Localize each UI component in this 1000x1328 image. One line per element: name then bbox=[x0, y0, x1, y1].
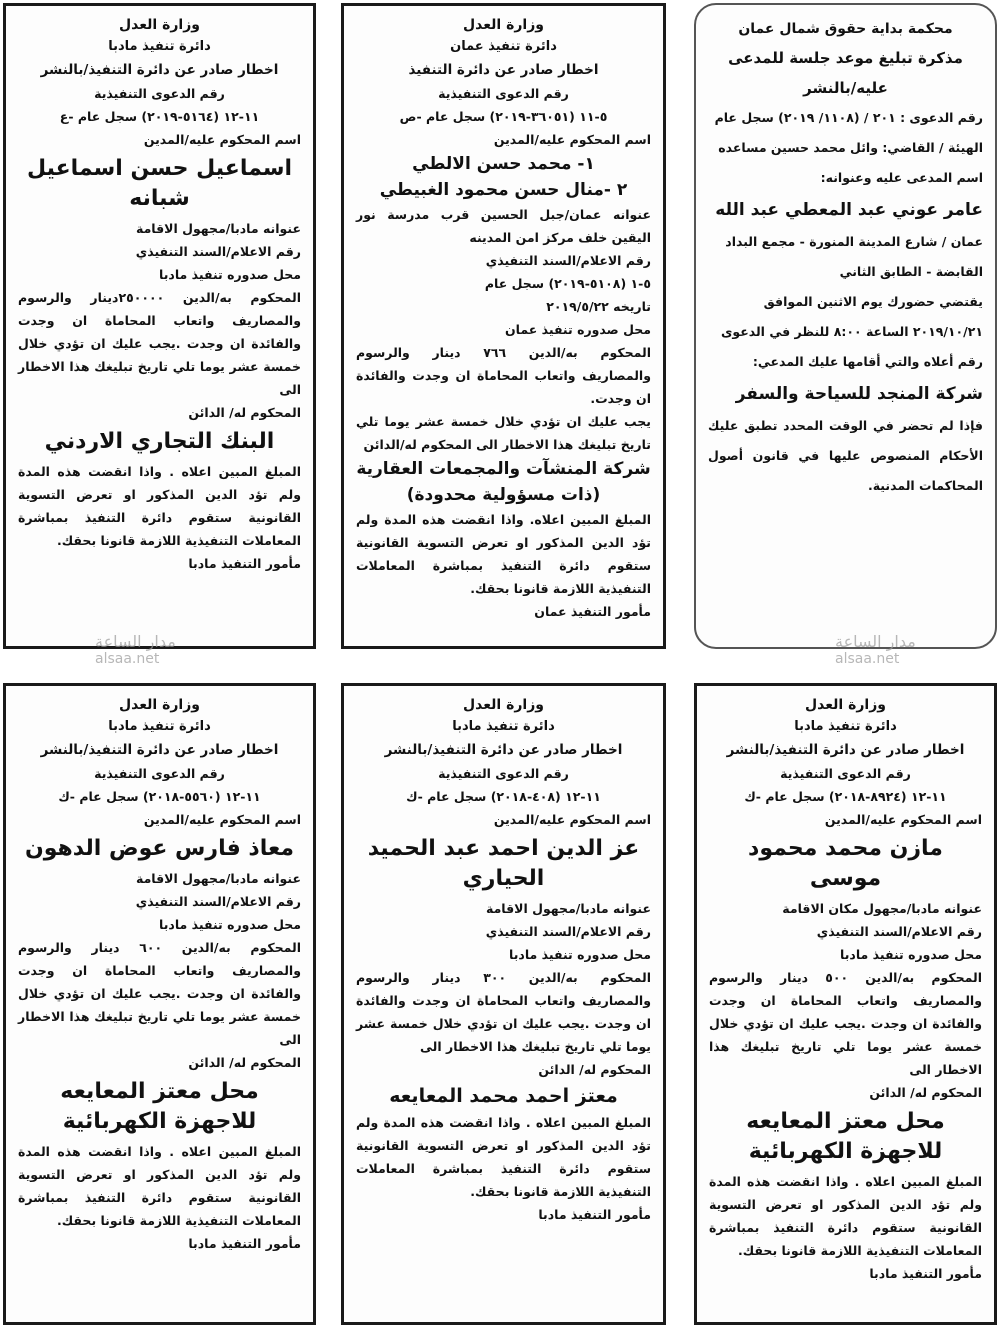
notice-madaba-408 bbox=[341, 683, 666, 1325]
officer-signature: مأمور التنفيذ عمان bbox=[534, 604, 651, 619]
amount-text: المحكوم به/الدين ٣٠٠ دينار والرسوم والمصاريف واتعاب المحاماة ان وجدت والفائدة ان وجدت .يجب عليك ان تؤدي خلال خمسة عشر يوما تلي تاريخ تبليغك هذا الاخطار الى bbox=[356, 970, 651, 1054]
issue-place: محل صدوره تنفيذ مادبا bbox=[159, 917, 301, 932]
plaintiff-name: شركة المنجد للسياحة والسفر bbox=[735, 384, 983, 404]
document-label: رقم الاعلام/السند التنفيذي bbox=[485, 924, 651, 939]
creditor-label: المحكوم له/ الدائن bbox=[538, 1062, 651, 1077]
closing-text: المبلغ المبين اعلاه . واذا انقضت هذه المدة ولم تؤد الدين المذكور او تعرض التسوية القانونية ستقوم دائرة التنفيذ بمباشرة المعاملات التنفيذية اللازمة قانونا بحقك. bbox=[18, 1144, 301, 1228]
notice-title: اخطار صادر عن دائرة التنفيذ/بالنشر bbox=[384, 742, 623, 758]
debtor-label: اسم المحكوم عليه/المدين bbox=[143, 132, 301, 147]
creditor-name: معتز احمد محمد المعايعه bbox=[389, 1085, 618, 1107]
defendant-label: اسم المدعى عليه وعنوانه: bbox=[820, 170, 983, 185]
ministry-title: وزارة العدل bbox=[805, 697, 886, 713]
debtor-label: اسم المحكوم عليه/المدين bbox=[493, 812, 651, 827]
case-number: ١١-١٢ (٤٠٨-٢٠١٨) سجل عام -ك bbox=[406, 789, 601, 804]
case-number: ١١-١٢ (٥١٦٤-٢٠١٩) سجل عام -ع bbox=[59, 109, 260, 124]
summons-title-cont: عليه/بالنشر bbox=[803, 79, 888, 97]
notice-amman-36051 bbox=[341, 3, 666, 649]
amount-text: المحكوم به/الدين ٥٠٠ دينار والرسوم والمصاريف واتعاب المحاماة ان وجدت والفائدة ان وجدت .يجب عليك ان تؤدي خلال خمسة عشر يوما تلي تاريخ تبليغك هذا الاخطار الى bbox=[709, 970, 982, 1077]
case-number: ١١-١٢ (٥٥٦٠-٢٠١٨) سجل عام -ك bbox=[58, 789, 261, 804]
case-label: رقم الدعوى التنفيذية bbox=[94, 86, 225, 101]
debtor-address: عنوانه مادبا/مجهول الاقامة bbox=[485, 901, 651, 916]
debtor-address: عنوانه عمان/جبل الحسين قرب مدرسة نور اليقين خلف مركز امن المدينه bbox=[356, 207, 651, 245]
notice-title: اخطار صادر عن دائرة التنفيذ bbox=[408, 62, 599, 78]
debtor-address: عنوانه مادبا/مجهول الاقامة bbox=[135, 221, 301, 236]
warning-text: فإذا لم تحضر في الوقت المحدد تطبق عليك الأحكام المنصوص عليها في قانون أصول المحاكمات المدنية. bbox=[708, 418, 983, 493]
ministry-title: وزارة العدل bbox=[119, 697, 200, 713]
creditor-name: محل معتز المعايعه للاجهزة الكهربائية bbox=[746, 1109, 945, 1164]
document-label: رقم الاعلام/السند التنفيذي bbox=[135, 894, 301, 909]
closing-text: المبلغ المبين اعلاه . واذا انقضت هذه المدة ولم تؤد الدين المذكور او تعرض التسوية القانونية ستقوم دائرة التنفيذ بمباشرة المعاملات التنفيذية اللازمة قانونا بحقك. bbox=[18, 464, 301, 548]
summons-text: يقتضي حضورك يوم الاثنين الموافق bbox=[763, 294, 983, 309]
ministry-title: وزارة العدل bbox=[463, 697, 544, 713]
watermark-left: مدار الساعة alsaa.net bbox=[95, 632, 176, 667]
issue-place: محل صدوره تنفيذ عمان bbox=[504, 322, 651, 337]
amount-text: المحكوم به/الدين ٦٠٠ دينار والرسوم والمصاريف واتعاب المحاماة ان وجدت والفائدة ان وجدت .يجب عليك ان تؤدي خلال خمسة عشر يوما تلي تاريخ تبليغك هذا الاخطار الى bbox=[18, 940, 301, 1047]
case-number: رقم الدعوى : ٢٠١ / (١١٠٨/ ٢٠١٩) سجل عام bbox=[714, 110, 983, 125]
officer-signature: مأمور التنفيذ مادبا bbox=[188, 1236, 301, 1251]
debtor-name: عز الدين احمد عبد الحميد الحياري bbox=[367, 836, 640, 891]
closing-text: المبلغ المبين اعلاه. واذا انقضت هذه المدة ولم تؤد الدين المذكور او تعرض التسوية القانونية ستقوم دائرة التنفيذ بمباشرة المعاملات التنفيذية اللازمة قانونا بحقك. bbox=[356, 512, 651, 596]
amount-text: المحكوم به/الدين ٧٦٦ دينار والرسوم والمصاريف واتعاب المحاماة ان وجدت والفائدة ان وجدت. bbox=[356, 345, 651, 406]
watermark-right: مدار الساعة alsaa.net bbox=[835, 632, 916, 667]
debtor-address: عنوانه مادبا/مجهول مكان الاقامة bbox=[782, 901, 982, 916]
judge-panel: الهيئة / القاضي: وائل محمد حسين مساعده bbox=[718, 140, 983, 155]
closing-text: المبلغ المبين اعلاه . واذا انقضت هذه المدة ولم تؤد الدين المذكور او تعرض التسوية القانونية ستقوم دائرة التنفيذ بمباشرة المعاملات التنفيذية اللازمة قانونا بحقك. bbox=[356, 1115, 651, 1199]
closing-text: المبلغ المبين اعلاه . واذا انقضت هذه المدة ولم تؤد الدين المذكور او تعرض التسوية القانونية ستقوم دائرة التنفيذ بمباشرة المعاملات التنفيذية اللازمة قانونا بحقك. bbox=[709, 1174, 982, 1258]
officer-signature: مأمور التنفيذ مادبا bbox=[869, 1266, 982, 1281]
officer-signature: مأمور التنفيذ مادبا bbox=[188, 556, 301, 571]
defendant-address: عمان / شارع المدينة المنورة - مجمع البداد bbox=[725, 234, 983, 249]
document-label: رقم الاعلام/السند التنفيذي bbox=[485, 253, 651, 268]
issue-place: محل صدوره تنفيذ مادبا bbox=[159, 267, 301, 282]
case-label: رقم الدعوى التنفيذية bbox=[780, 766, 911, 781]
amount-text: المحكوم به/الدين ٢٥٠٠٠٠دينار والرسوم والمصاريف واتعاب المحاماة ان وجدت والفائدة ان وجدت .يجب عليك ان تؤدي خلال خمسة عشر يوما تلي تاريخ تبليغك هذا الاخطار الى bbox=[18, 290, 301, 397]
ministry-title: وزارة العدل bbox=[463, 17, 544, 33]
creditor-label: المحكوم له/ الدائن bbox=[188, 405, 301, 420]
debtor-name: اسماعيل حسن اسماعيل شبانه bbox=[26, 156, 293, 211]
court-name: محكمة بداية حقوق شمال عمان bbox=[738, 21, 953, 37]
debtor-name-1: ١- محمد حسن الالطي bbox=[412, 154, 595, 174]
case-label: رقم الدعوى التنفيذية bbox=[94, 766, 225, 781]
notice-title: اخطار صادر عن دائرة التنفيذ/بالنشر bbox=[40, 62, 279, 78]
notice-madaba-5164 bbox=[3, 3, 316, 649]
debtor-name-2: ٢ -منال حسن محمود الغبيطي bbox=[379, 180, 628, 200]
debtor-label: اسم المحكوم عليه/المدين bbox=[493, 132, 651, 147]
debtor-name: مازن محمد محمود موسى bbox=[748, 836, 943, 891]
document-label: رقم الاعلام/السند التنفيذي bbox=[816, 924, 982, 939]
notice-title: اخطار صادر عن دائرة التنفيذ/بالنشر bbox=[726, 742, 965, 758]
creditor-label: المحكوم له/ الدائن bbox=[869, 1085, 982, 1100]
defendant-address-cont: القابضة - الطابق الثاني bbox=[839, 264, 983, 279]
summons-title: مذكرة تبليغ موعد جلسة للمدعى bbox=[728, 49, 963, 67]
ministry-title: وزارة العدل bbox=[119, 17, 200, 33]
department-name: دائرة تنفيذ عمان bbox=[450, 39, 557, 54]
notice-title: اخطار صادر عن دائرة التنفيذ/بالنشر bbox=[40, 742, 279, 758]
creditor-name: شركة المنشآت والمجمعات العقارية (ذات مسؤولية محدودة) bbox=[356, 459, 651, 505]
case-number: ٥-١١ (٣٦٠٥١-٢٠١٩) سجل عام -ص bbox=[399, 109, 608, 124]
department-name: دائرة تنفيذ مادبا bbox=[794, 719, 897, 734]
issue-place: محل صدوره تنفيذ مادبا bbox=[840, 947, 982, 962]
debtor-label: اسم المحكوم عليه/المدين bbox=[143, 812, 301, 827]
case-label: رقم الدعوى التنفيذية bbox=[438, 766, 569, 781]
document-date: تاريخه ٢٠١٩/٥/٢٢ bbox=[546, 299, 651, 314]
case-label: رقم الدعوى التنفيذية bbox=[438, 86, 569, 101]
document-number: ٥-١ (٥١٠٨-٢٠١٩) سجل عام bbox=[484, 276, 651, 291]
court-summons-notice bbox=[694, 3, 997, 649]
hearing-date: ٢٠١٩/١٠/٢١ الساعة ٨:٠٠ للنظر في الدعوى bbox=[720, 324, 983, 339]
department-name: دائرة تنفيذ مادبا bbox=[108, 39, 211, 54]
debtor-name: معاذ فارس عوض الدهون bbox=[24, 836, 294, 861]
officer-signature: مأمور التنفيذ مادبا bbox=[538, 1207, 651, 1222]
case-number: ١١-١٢ (٨٩٢٤-٢٠١٨) سجل عام -ك bbox=[744, 789, 947, 804]
plaintiff-label: رقم أعلاه والتي أقامها عليك المدعي: bbox=[752, 354, 983, 369]
creditor-name: البنك التجاري الاردني bbox=[44, 429, 275, 454]
creditor-label: المحكوم له/ الدائن bbox=[188, 1055, 301, 1070]
debtor-label: اسم المحكوم عليه/المدين bbox=[824, 812, 982, 827]
notice-madaba-5560 bbox=[3, 683, 316, 1325]
department-name: دائرة تنفيذ مادبا bbox=[452, 719, 555, 734]
department-name: دائرة تنفيذ مادبا bbox=[108, 719, 211, 734]
duty-text: يجب عليك ان تؤدي خلال خمسة عشر يوما تلي تاريخ تبليغك هذا الاخطار الى المحكوم له/الدائن bbox=[356, 414, 651, 452]
debtor-address: عنوانه مادبا/مجهول الاقامة bbox=[135, 871, 301, 886]
document-label: رقم الاعلام/السند التنفيذي bbox=[135, 244, 301, 259]
notice-madaba-8924 bbox=[694, 683, 997, 1325]
creditor-name: محل معتز المعايعه للاجهزة الكهربائية bbox=[60, 1079, 259, 1134]
issue-place: محل صدوره تنفيذ مادبا bbox=[509, 947, 651, 962]
defendant-name: عامر عوني عبد المعطي عبد الله bbox=[715, 200, 983, 220]
